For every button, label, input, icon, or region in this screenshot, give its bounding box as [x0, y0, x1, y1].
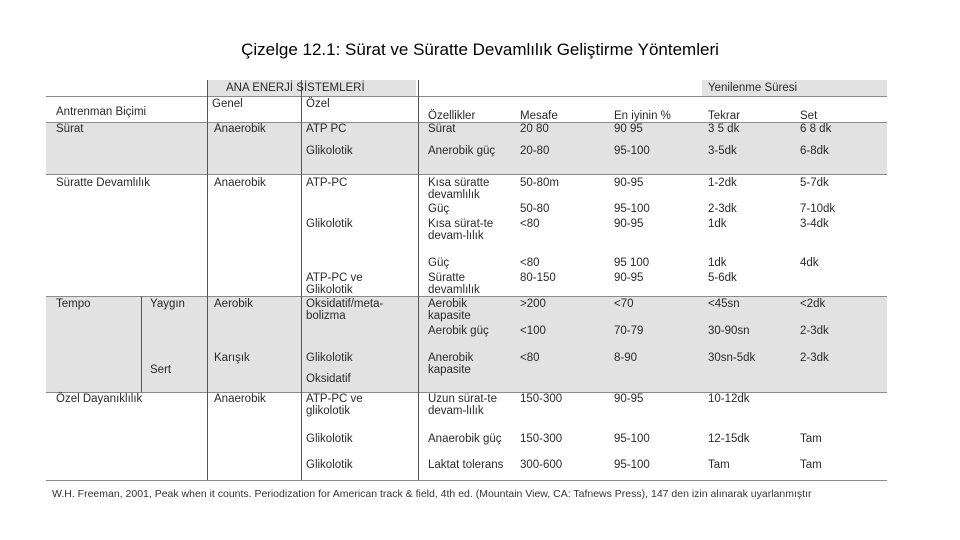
cell-tekrar: Tam [708, 459, 730, 471]
row-label-ozel-dayaniklilik: Özel Dayanıklılık [56, 393, 143, 405]
cell-ozellik: Aerobik kapasite [428, 298, 471, 322]
cell-pct: 8-90 [614, 352, 638, 364]
cell-set: <2dk [800, 298, 826, 310]
rule-col-genel [207, 80, 208, 480]
row-label-surat: Sürat [56, 123, 84, 135]
cell-ozellik: Anerobik kapasite [428, 352, 474, 376]
cell-ozellik: Sürat [428, 123, 456, 135]
cell-mesafe: 150-300 [520, 433, 563, 445]
row-sublabel-sert: Sert [150, 364, 172, 376]
cell-ozellik: Kısa sürat-te devam-lılık [428, 218, 494, 242]
row-label-devamlilik: Süratte Devamlılık [56, 177, 150, 189]
cell-ozel: ATP-PC [306, 177, 348, 189]
cell-mesafe: >200 [520, 298, 546, 310]
cell-ozel: Glikolotik [306, 352, 353, 364]
cell-ozellik: Laktat tolerans [428, 459, 504, 471]
page-title: Çizelge 12.1: Sürat ve Süratte Devamlılık Geliştirme Yöntemleri [241, 40, 719, 59]
header-recovery-time: Yenilenme Süresi [708, 82, 798, 94]
cell-ozel: ATP-PC ve glikolotik [306, 393, 363, 417]
footnote: W.H. Freeman, 2001, Peak when it counts. Periodization for American track & field, 4th ed. (Mountain View, CA: Tafnews Press), 147 den izin alınarak uyarlanmıştır [52, 488, 812, 500]
cell-mesafe: 20-80 [520, 145, 550, 157]
cell-pct: <70 [614, 298, 634, 310]
cell-mesafe: <80 [520, 218, 540, 230]
cell-set: 2-3dk [800, 352, 829, 364]
cell-ozellik: Anaerobik güç [428, 433, 502, 445]
header-energy-systems: ANA ENERJİ SİSTEMLERİ [226, 82, 365, 94]
cell-set: 5-7dk [800, 177, 829, 189]
header-training-type: Antrenman Biçimi [56, 106, 147, 118]
cell-mesafe: 50-80m [520, 177, 559, 189]
cell-tekrar: 10-12dk [708, 393, 750, 405]
cell-set: Tam [800, 433, 822, 445]
cell-ozel: Glikolotik [306, 145, 353, 157]
cell-tekrar: 2-3dk [708, 203, 737, 215]
cell-ozel: ATP PC [306, 123, 347, 135]
row-sublabel-yaygin: Yaygın [150, 298, 185, 310]
cell-tekrar: 1-2dk [708, 177, 737, 189]
cell-pct: 90-95 [614, 393, 644, 405]
cell-genel: Anaerobik [214, 393, 266, 405]
cell-pct: 70-79 [614, 325, 644, 337]
cell-mesafe: 20 80 [520, 123, 549, 135]
header-specific: Özel [306, 98, 330, 110]
cell-set: 6 8 dk [800, 123, 832, 135]
header-repetition: Tekrar [708, 110, 740, 122]
cell-genel: Anaerobik [214, 123, 266, 135]
cell-ozel: Glikolotik [306, 218, 353, 230]
cell-ozellik: Güç [428, 257, 450, 269]
rule-col-ozel [301, 80, 302, 480]
rule-header [46, 96, 887, 97]
cell-ozellik: Aerobik güç [428, 325, 489, 337]
cell-tekrar: 3 5 dk [708, 123, 740, 135]
cell-mesafe: <80 [520, 257, 540, 269]
header-features: Özellikler [428, 110, 476, 122]
cell-set: 3-4dk [800, 218, 829, 230]
cell-tekrar: 5-6dk [708, 272, 737, 284]
cell-tekrar: 12-15dk [708, 433, 750, 445]
cell-genel: Karışık [214, 352, 250, 364]
cell-ozellik: Güç [428, 203, 450, 215]
header-set: Set [800, 110, 818, 122]
rule-tempo [46, 296, 887, 297]
cell-mesafe: 300-600 [520, 459, 563, 471]
cell-mesafe: 50-80 [520, 203, 550, 215]
cell-pct: 90-95 [614, 272, 644, 284]
header-best-percent: En iyinin % [614, 110, 671, 122]
cell-pct: 95-100 [614, 433, 650, 445]
cell-set: 2-3dk [800, 325, 829, 337]
cell-pct: 95-100 [614, 203, 650, 215]
cell-mesafe: <100 [520, 325, 546, 337]
cell-ozellik: Anerobik güç [428, 145, 496, 157]
header-distance: Mesafe [520, 110, 558, 122]
cell-tekrar: 3-5dk [708, 145, 737, 157]
cell-set: 4dk [800, 257, 819, 269]
cell-ozel: ATP-PC ve Glikolotik [306, 272, 363, 296]
cell-tekrar: 1dk [708, 218, 727, 230]
cell-pct: 90-95 [614, 177, 644, 189]
cell-genel: Anaerobik [214, 177, 266, 189]
cell-ozel: Glikolotik [306, 459, 353, 471]
cell-ozellik: Kısa süratte devamlılık [428, 177, 490, 201]
cell-set: 6-8dk [800, 145, 829, 157]
cell-mesafe: <80 [520, 352, 540, 364]
cell-ozel: Glikolotik [306, 433, 353, 445]
row-label-tempo: Tempo [56, 298, 91, 310]
cell-pct: 90-95 [614, 218, 644, 230]
cell-mesafe: 150-300 [520, 393, 563, 405]
cell-set: 7-10dk [800, 203, 836, 215]
cell-pct: 95 100 [614, 257, 650, 269]
cell-ozellik: Uzun sürat-te devam-lılık [428, 393, 498, 417]
rule-devamlilik [46, 174, 887, 175]
cell-pct: 90 95 [614, 123, 643, 135]
cell-pct: 95-100 [614, 459, 650, 471]
rule-bottom [46, 480, 887, 481]
cell-tekrar: 30sn-5dk [708, 352, 756, 364]
cell-tekrar: 30-90sn [708, 325, 750, 337]
cell-tekrar: 1dk [708, 257, 727, 269]
cell-mesafe: 80-150 [520, 272, 556, 284]
header-general: Genel [212, 98, 243, 110]
cell-genel: Aerobik [214, 298, 253, 310]
cell-set: Tam [800, 459, 822, 471]
cell-ozellik: Süratte devamlılık [428, 272, 480, 296]
cell-pct: 95-100 [614, 145, 650, 157]
cell-tekrar: <45sn [708, 298, 740, 310]
rule-tempo-split [141, 296, 142, 392]
rule-col-ozellikler [418, 80, 419, 480]
rule-surat [46, 122, 887, 123]
cell-ozel: Oksidatif/meta-bolizma [306, 298, 384, 322]
cell-ozel: Oksidatif [306, 373, 351, 385]
